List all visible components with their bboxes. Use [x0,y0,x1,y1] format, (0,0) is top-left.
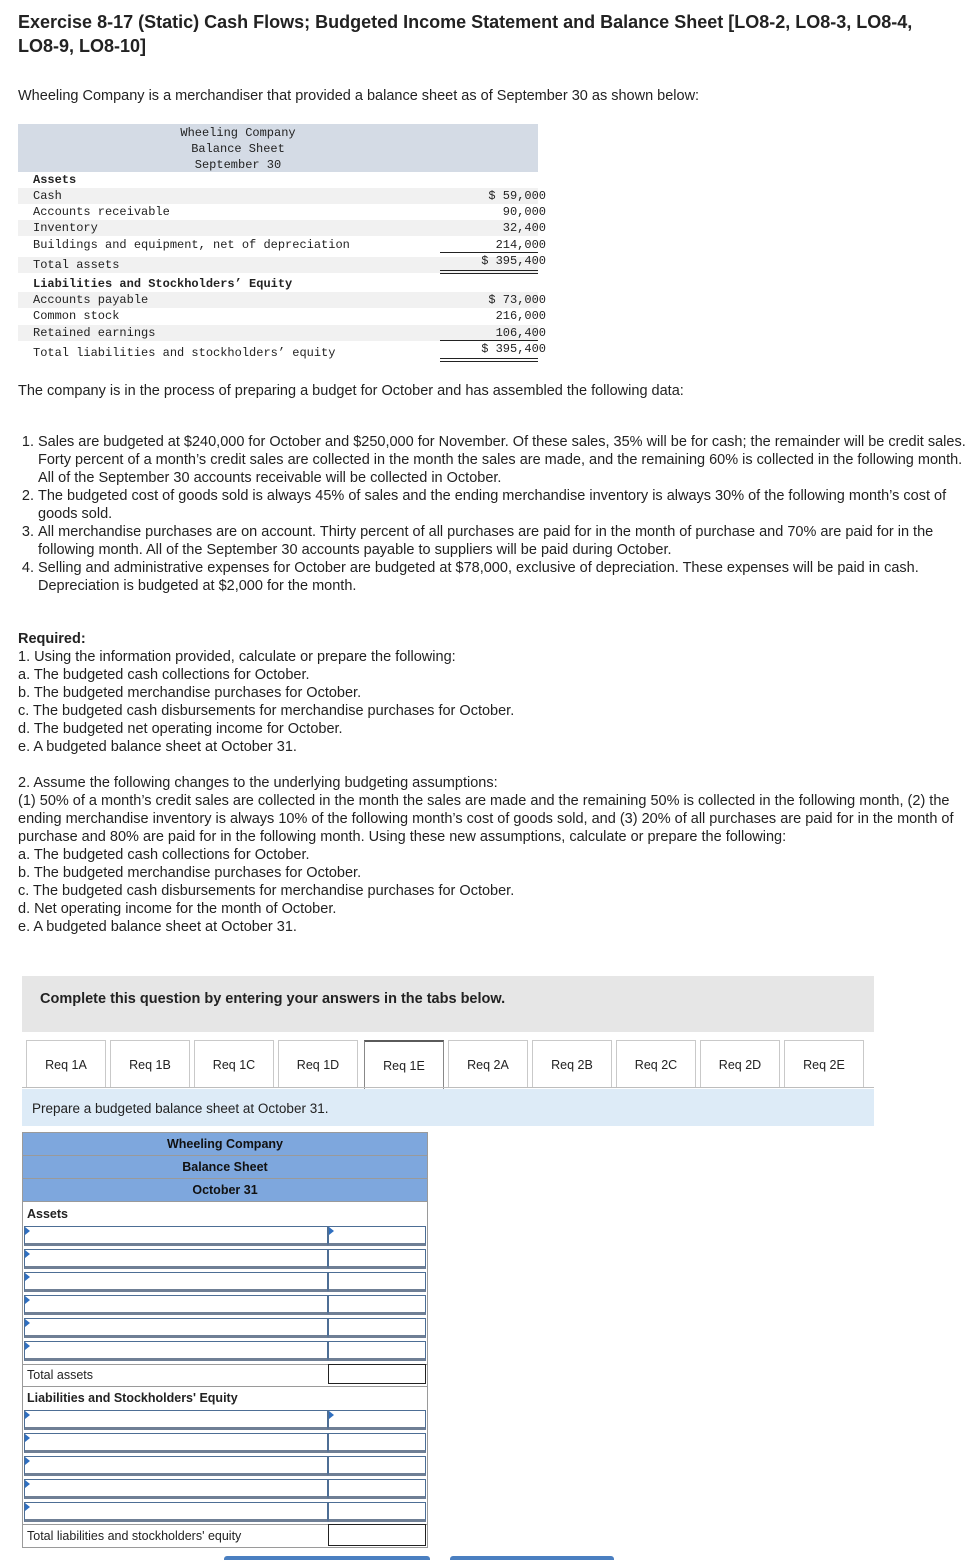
liab-amount-input[interactable] [328,1479,426,1499]
bs-total-assets-amount: $ 395,400 [481,254,546,268]
double-underline [440,273,538,274]
bs-row [18,292,546,308]
answer-asset-row [23,1271,427,1293]
bs-row [18,237,546,253]
bs-row-amount: 32,400 [502,221,546,235]
answer-asset-row [23,1317,427,1339]
asset-amount-input[interactable] [328,1272,426,1292]
double-underline [440,361,538,362]
list-item: c. The budgeted cash disbursements for merchandise purchases for October. [18,883,515,899]
asset-label-input[interactable] [24,1318,328,1338]
budget-intro: The company is in the process of preparing a budget for October and has assembled the following data: [18,383,684,399]
asset-amount-input[interactable] [328,1226,426,1246]
dropdown-marker-icon [25,1503,30,1511]
bs-liab-heading-row [18,276,538,292]
asset-label-input[interactable] [24,1272,328,1292]
dropdown-marker-icon [25,1296,30,1304]
answer-total-liab-label: Total liabilities and stockholders' equity [27,1529,242,1543]
list-item: c. The budgeted cash disbursements for merchandise purchases for October. [18,703,515,719]
dropdown-marker-icon [329,1411,334,1419]
answer-assets-heading: Assets [27,1207,68,1221]
data-list [18,433,968,595]
answer-liab-row [23,1501,427,1523]
asset-label-input[interactable] [24,1226,328,1246]
answer-liab-row [23,1478,427,1500]
answer-liab-row [23,1455,427,1477]
answer-liab-row [23,1432,427,1454]
previous-button[interactable] [224,1556,430,1560]
bs-assets-heading: Assets [33,173,77,187]
liab-label-input[interactable] [24,1479,328,1499]
double-underline [440,270,538,271]
bs-row [18,308,546,324]
bs-assets-heading-row [18,172,538,188]
bs-row [18,188,546,204]
asset-amount-input[interactable] [328,1318,426,1338]
dropdown-marker-icon [25,1342,30,1350]
tab-req-1e[interactable]: Req 1E [364,1040,444,1089]
total-liab-input[interactable] [328,1524,426,1546]
intro-text: Wheeling Company is a merchandiser that provided a balance sheet as of September 30 as shown below: [18,88,700,104]
list-item: a. The budgeted cash collections for October. [18,847,310,863]
instruction-banner [22,976,874,1032]
dropdown-marker-icon [25,1319,30,1327]
answer-table [22,1132,428,1548]
list-item: a. The budgeted cash collections for October. [18,667,310,683]
double-underline [440,358,538,359]
required-section [18,630,958,756]
list-item: b. The budgeted merchandise purchases for October. [18,685,362,701]
next-button[interactable] [450,1556,614,1560]
list-item: e. A budgeted balance sheet at October 31. [18,739,297,755]
bs-total-liab-amount: $ 395,400 [481,342,546,356]
total-assets-input[interactable] [328,1364,426,1384]
balance-sheet-header [18,124,538,172]
bs-row-label: Common stock [33,309,120,323]
list-item: 4. Selling and administrative expenses for October are budgeted at $78,000, exclusive of depreciation. These expenses will be paid in cash. Depreciation is budgeted at $2,000 for the month. [38,559,968,595]
bs-row-amount: $ 59,000 [488,189,546,203]
bs-row [18,325,546,341]
required-heading: Required: [18,631,86,647]
underline [440,340,538,341]
bs-row-label: Retained earnings [33,326,156,340]
dropdown-marker-icon [329,1227,334,1235]
answer-title: Balance Sheet [23,1156,427,1179]
bs-row-label: Accounts payable [33,293,149,307]
bs-total-assets-label: Total assets [33,258,120,272]
tab-req-2e[interactable]: Req 2E [784,1040,864,1088]
dropdown-marker-icon [25,1480,30,1488]
liab-label-input[interactable] [24,1502,328,1522]
bs-row-label: Inventory [33,221,98,235]
dropdown-marker-icon [25,1250,30,1258]
tab-req-2d[interactable]: Req 2D [700,1040,780,1088]
page-title: Exercise 8-17 (Static) Cash Flows; Budgeted Income Statement and Balance Sheet [LO8-2, LO8-3, LO8-4, LO8-9, LO8-10] [18,12,913,56]
dropdown-marker-icon [25,1227,30,1235]
instruction-text: Complete this question by entering your answers in the tabs below. [40,991,506,1007]
answer-asset-row [23,1225,427,1247]
part2-section [18,774,958,936]
answer-liab-heading: Liabilities and Stockholders' Equity [27,1391,238,1405]
underline [440,252,538,253]
liab-label-input[interactable] [24,1456,328,1476]
tab-bar [22,1040,874,1088]
liab-label-input[interactable] [24,1433,328,1453]
answer-liab-row [23,1409,427,1431]
prompt-bar [22,1089,874,1126]
bs-row-label: Cash [33,189,62,203]
bs-title: Balance Sheet [191,142,285,156]
bs-row-amount: $ 73,000 [488,293,546,307]
part2-text: (1) 50% of a month’s credit sales are collected in the month the sales are made and the remaining 50% is collected in the following month, (2) the ending merchandise inventory is always 10% of the following month’s cost of goods sold, and (3) 20% of all purchases are paid for in the month of purchase and 80% are paid for in the following month. Using these new assumptions, calculate or prepare the following: [18,793,954,845]
asset-label-input[interactable] [24,1295,328,1315]
bs-row-amount: 214,000 [495,238,546,252]
tab-divider [22,1087,874,1088]
list-item: e. A budgeted balance sheet at October 31. [18,919,297,935]
tab-req-2c[interactable]: Req 2C [616,1040,696,1088]
part1-intro: 1. Using the information provided, calculate or prepare the following: [18,649,456,665]
bs-row-amount: 90,000 [502,205,546,219]
asset-amount-input[interactable] [328,1295,426,1315]
bs-row [18,204,546,220]
tab-req-1a[interactable]: Req 1A [26,1040,106,1088]
asset-amount-input[interactable] [328,1249,426,1269]
prompt-text: Prepare a budgeted balance sheet at October 31. [32,1101,329,1116]
bs-total-liab-label: Total liabilities and stockholders’ equity [33,346,336,360]
asset-label-input[interactable] [24,1341,328,1361]
bs-row-amount: 106,400 [495,326,546,340]
tab-req-2a[interactable]: Req 2A [448,1040,528,1088]
liab-amount-input[interactable] [328,1433,426,1453]
list-item: d. The budgeted net operating income for October. [18,721,343,737]
part2-intro: 2. Assume the following changes to the underlying budgeting assumptions: [18,775,498,791]
liab-amount-input[interactable] [328,1456,426,1476]
tab-req-1c[interactable]: Req 1C [194,1040,274,1088]
liab-amount-input[interactable] [328,1502,426,1522]
bs-row-amount: 216,000 [495,309,546,323]
list-item: 3. All merchandise purchases are on account. Thirty percent of all purchases are paid for in the month of purchase and 70% are paid for in the following month. All of the September 30 accounts payable to suppliers will be paid during October. [38,523,968,559]
list-item: 2. The budgeted cost of goods sold is always 45% of sales and the ending merchandise inventory is always 30% of the following month’s cost of goods sold. [38,487,968,523]
tab-req-1d[interactable]: Req 1D [278,1040,358,1088]
answer-asset-row [23,1294,427,1316]
divider [23,1386,427,1387]
list-item: b. The budgeted merchandise purchases for October. [18,865,362,881]
tab-req-1b[interactable]: Req 1B [110,1040,190,1088]
asset-amount-input[interactable] [328,1341,426,1361]
answer-asset-row [23,1340,427,1362]
answer-total-assets-label: Total assets [27,1368,94,1382]
bs-row-label: Accounts receivable [33,205,170,219]
bs-row-label: Buildings and equipment, net of depreciation [33,238,350,252]
bs-company: Wheeling Company [180,126,296,140]
dropdown-marker-icon [25,1457,30,1465]
tab-req-2b[interactable]: Req 2B [532,1040,612,1088]
answer-asset-row [23,1248,427,1270]
dropdown-marker-icon [25,1411,30,1419]
dropdown-marker-icon [25,1434,30,1442]
liab-amount-input[interactable] [328,1410,426,1430]
list-item: 1. Sales are budgeted at $240,000 for October and $250,000 for November. Of these sales, 35% will be for cash; the remainder will be credit sales. Forty percent of a month’s credit sales are collected in the month the sales are made, and the remaining 60% is collected in the following month. All of the September 30 accounts receivable will be collected in October. [38,433,968,487]
asset-label-input[interactable] [24,1249,328,1269]
list-item: d. Net operating income for the month of October. [18,901,337,917]
bs-row [18,220,546,236]
dropdown-marker-icon [25,1273,30,1281]
answer-company: Wheeling Company [23,1133,427,1156]
bs-liab-heading: Liabilities and Stockholders’ Equity [33,277,293,291]
bs-date: September 30 [194,158,282,172]
liab-label-input[interactable] [24,1410,328,1430]
answer-date: October 31 [23,1179,427,1202]
